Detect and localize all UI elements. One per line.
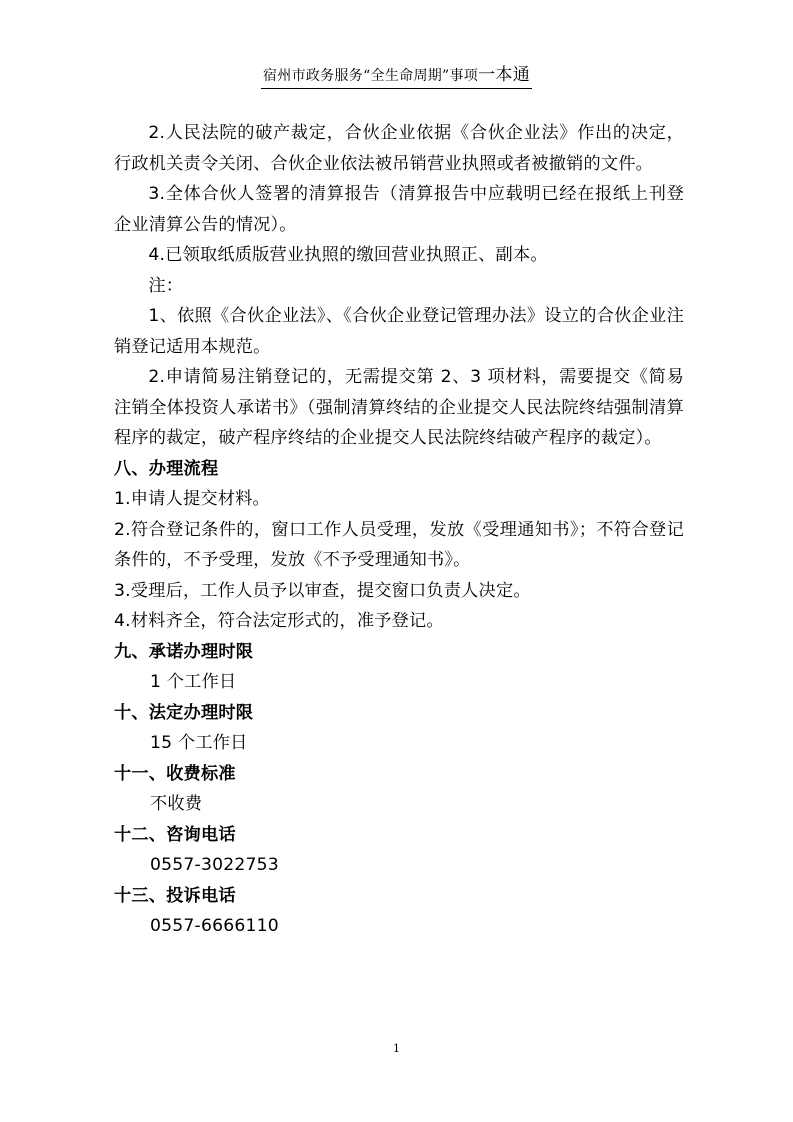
process-step-2: 2.符合登记条件的，窗口工作人员受理，发放《受理通知书》；不符合登记条件的，不予受理，发放《不予受理通知书》。 [114, 519, 684, 570]
material-item-2: 2.人民法院的破产裁定，合伙企业依据《合伙企业法》作出的决定，行政机关责令关闭、合伙企业依法被吊销营业执照或者被撤销的文件。 [114, 123, 684, 174]
header-title-suffix: 一本通 [478, 65, 531, 85]
process-step-3: 3.受理后，工作人员予以审查，提交窗口负责人决定。 [114, 580, 531, 601]
complaint-phone-heading: 十三、投诉电话 [114, 885, 236, 906]
page-number: 1 [393, 1042, 400, 1055]
fee-heading: 十一、收费标准 [114, 763, 236, 784]
page-header [0, 60, 793, 89]
legal-time-heading: 十、法定办理时限 [114, 702, 254, 723]
fee-value: 不收费 [150, 794, 203, 814]
note-item-1: 1、依照《合伙企业法》、《合伙企业登记管理办法》设立的合伙企业注销登记适用本规范。 [114, 306, 684, 357]
process-step-1: 1.申请人提交材料。 [114, 489, 270, 509]
header-title-main: 宿州市政务服务“全生命周期”事项 [262, 68, 479, 84]
process-step-4: 4.材料齐全，符合法定形式的，准予登记。 [114, 611, 444, 631]
process-heading: 八、办理流程 [114, 458, 219, 479]
material-item-4: 4.已领取纸质版营业执照的缴回营业执照正、副本。 [148, 245, 548, 265]
material-item-3: 3.全体合伙人签署的清算报告（清算报告中应载明已经在报纸上刊登企业清算公告的情况）。 [114, 184, 684, 235]
consult-phone-value: 0557-3022753 [150, 855, 279, 875]
legal-time-value: 15 个工作日 [150, 733, 248, 753]
note-item-2: 2.申请简易注销登记的，无需提交第 2、3 项材料，需要提交《简易注销全体投资人承诺书》（强制清算终结的企业提交人民法院终结强制清算程序的裁定，破产程序终结的企业提交人民法院终结破产程序的裁定）。 [114, 367, 684, 448]
document-body [114, 118, 684, 942]
promise-time-heading: 九、承诺办理时限 [114, 641, 254, 662]
promise-time-value: 1 个工作日 [150, 672, 237, 692]
header-title [261, 60, 532, 89]
complaint-phone-value: 0557-6666110 [150, 916, 279, 936]
notes-label: 注： [148, 275, 184, 296]
consult-phone-heading: 十二、咨询电话 [114, 824, 236, 845]
